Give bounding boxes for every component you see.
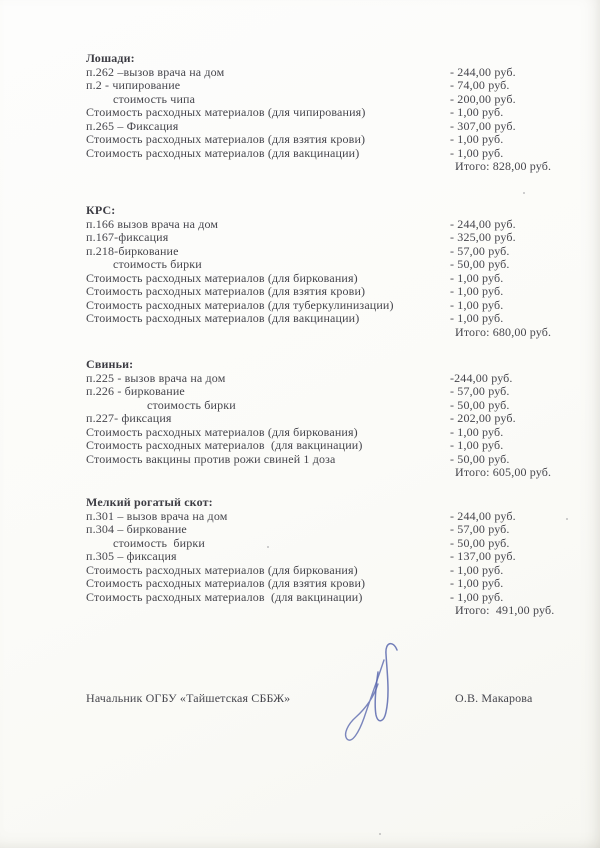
- service-row: [86, 537, 580, 551]
- section-total: Итого: 828,00 руб.: [455, 159, 552, 173]
- service-label: стоимость бирки: [113, 535, 205, 550]
- service-row: [86, 106, 580, 120]
- service-price: - 57,00 руб.: [450, 522, 510, 536]
- service-row: [86, 577, 580, 591]
- service-row: [86, 523, 580, 537]
- service-label: п.218-биркование: [86, 243, 179, 258]
- scan-speck: [379, 833, 381, 835]
- service-row: [86, 312, 580, 326]
- service-price: - 1,00 руб.: [450, 311, 504, 325]
- service-label: Стоимость расходных материалов (для чипирования): [86, 105, 366, 119]
- service-price: - 50,00 руб.: [450, 535, 510, 550]
- service-label: п.265 – Фиксация: [86, 118, 179, 133]
- service-price: - 202,00 руб.: [450, 411, 516, 425]
- section-rows: [86, 66, 580, 161]
- service-row: [86, 564, 580, 578]
- signatory-position-title: Начальник ОГБУ «Тайшетская СББЖ»: [86, 691, 291, 705]
- service-row: [86, 231, 580, 245]
- service-label: п.227- фиксация: [86, 411, 172, 425]
- service-price: - 137,00 руб.: [450, 549, 516, 563]
- section-title: КРС:: [86, 203, 116, 217]
- section-total: Итого: 605,00 руб.: [455, 465, 552, 479]
- service-price: - 50,00 руб.: [450, 451, 510, 466]
- service-row: [86, 272, 580, 286]
- service-label: п.2 - чипирование: [86, 78, 181, 92]
- service-row: [86, 245, 580, 259]
- service-label: п.225 - вызов врача на дом: [86, 370, 226, 385]
- service-label: Стоимость расходных материалов (для туберкулинизации): [86, 297, 394, 312]
- section-title: Мелкий рогатый скот:: [86, 495, 213, 509]
- service-row: [86, 510, 580, 524]
- service-price: - 1,00 руб.: [450, 589, 504, 604]
- service-label: Стоимость расходных материалов (для взятия крови): [86, 576, 366, 590]
- service-price: - 1,00 руб.: [450, 297, 504, 312]
- service-label: Стоимость расходных материалов (для биркования): [86, 270, 358, 285]
- service-row: [86, 412, 580, 426]
- service-price: - 325,00 руб.: [450, 230, 516, 244]
- service-price: - 200,00 руб.: [450, 91, 516, 106]
- service-row: [86, 399, 580, 413]
- service-label: Стоимость расходных материалов (для биркования): [86, 562, 358, 577]
- service-price: - 1,00 руб.: [450, 105, 504, 119]
- section-title: Лошади:: [86, 51, 135, 65]
- service-row: [86, 299, 580, 313]
- service-row: [86, 147, 580, 161]
- service-price: - 244,00 руб.: [450, 216, 516, 231]
- service-row: [86, 426, 580, 440]
- service-label: стоимость чипа: [113, 91, 196, 106]
- service-price: - 1,00 руб.: [450, 562, 504, 577]
- scan-speck: [523, 192, 525, 194]
- service-price: - 1,00 руб.: [450, 132, 504, 146]
- service-price: - 74,00 руб.: [450, 78, 510, 92]
- service-label: п.226 - биркование: [86, 384, 185, 398]
- service-price: - 57,00 руб.: [450, 243, 510, 258]
- service-price: - 244,00 руб.: [450, 508, 516, 523]
- service-label: стоимость бирки: [147, 397, 236, 412]
- service-row: [86, 285, 580, 299]
- service-label: Стоимость расходных материалов (для вакцинации): [86, 589, 363, 604]
- service-label: Стоимость расходных материалов (для взятия крови): [86, 132, 366, 146]
- service-row: [86, 79, 580, 93]
- service-label: п.305 – фиксация: [86, 549, 177, 563]
- service-label: п.262 –вызов врача на дом: [86, 64, 225, 79]
- section-rows: [86, 218, 580, 326]
- service-row: [86, 385, 580, 399]
- service-price: -244,00 руб.: [450, 370, 513, 385]
- service-price: - 1,00 руб.: [450, 270, 504, 285]
- service-row: [86, 258, 580, 272]
- service-row: [86, 591, 580, 605]
- service-price: - 1,00 руб.: [450, 145, 504, 160]
- section-total: Итого: 680,00 руб.: [455, 324, 552, 339]
- price-section: [86, 52, 580, 174]
- service-price: - 50,00 руб.: [450, 397, 510, 412]
- service-row: [86, 550, 580, 564]
- service-price: - 307,00 руб.: [450, 118, 516, 133]
- service-row: [86, 66, 580, 80]
- service-label: п.301 – вызов врача на дом: [86, 508, 228, 523]
- service-row: [86, 439, 580, 453]
- service-label: п.166 вызов врача на дом: [86, 216, 219, 231]
- signature-scribble-icon: [340, 638, 432, 756]
- service-row: [86, 93, 580, 107]
- service-price: - 1,00 руб.: [450, 438, 504, 452]
- service-price: - 50,00 руб.: [450, 257, 510, 271]
- service-label: Стоимость расходных материалов (для вакцинации): [86, 145, 360, 160]
- price-section: [86, 204, 580, 339]
- service-price: - 1,00 руб.: [450, 576, 504, 590]
- service-row: [86, 120, 580, 134]
- service-row: [86, 133, 580, 147]
- service-label: Стоимость расходных материалов (для вакцинации): [86, 438, 363, 452]
- service-label: п.167-фиксация: [86, 230, 169, 244]
- service-label: Стоимость расходных материалов (для биркования): [86, 424, 358, 439]
- service-label: Стоимость расходных материалов (для вакцинации): [86, 311, 360, 325]
- service-label: п.304 – биркование: [86, 522, 187, 536]
- service-row: [86, 372, 580, 386]
- price-section: [86, 496, 580, 618]
- service-price: - 244,00 руб.: [450, 64, 516, 79]
- service-price: - 1,00 руб.: [450, 424, 504, 439]
- service-price: - 1,00 руб.: [450, 284, 504, 298]
- section-rows: [86, 510, 580, 605]
- signer-name: О.В. Макарова: [455, 691, 533, 705]
- section-rows: [86, 372, 580, 467]
- section-total: Итого: 491,00 руб.: [455, 603, 555, 617]
- service-row: [86, 453, 580, 467]
- service-label: Стоимость вакцины против рожи свиней 1 доза: [86, 451, 336, 466]
- scan-speck: [566, 518, 568, 520]
- service-price: - 57,00 руб.: [450, 384, 510, 398]
- service-label: стоимость бирки: [113, 257, 202, 271]
- service-label: Стоимость расходных материалов (для взятия крови): [86, 284, 366, 298]
- service-row: [86, 218, 580, 232]
- section-title: Свиньи:: [86, 357, 134, 371]
- price-section: [86, 358, 580, 480]
- scan-speck: [267, 546, 269, 548]
